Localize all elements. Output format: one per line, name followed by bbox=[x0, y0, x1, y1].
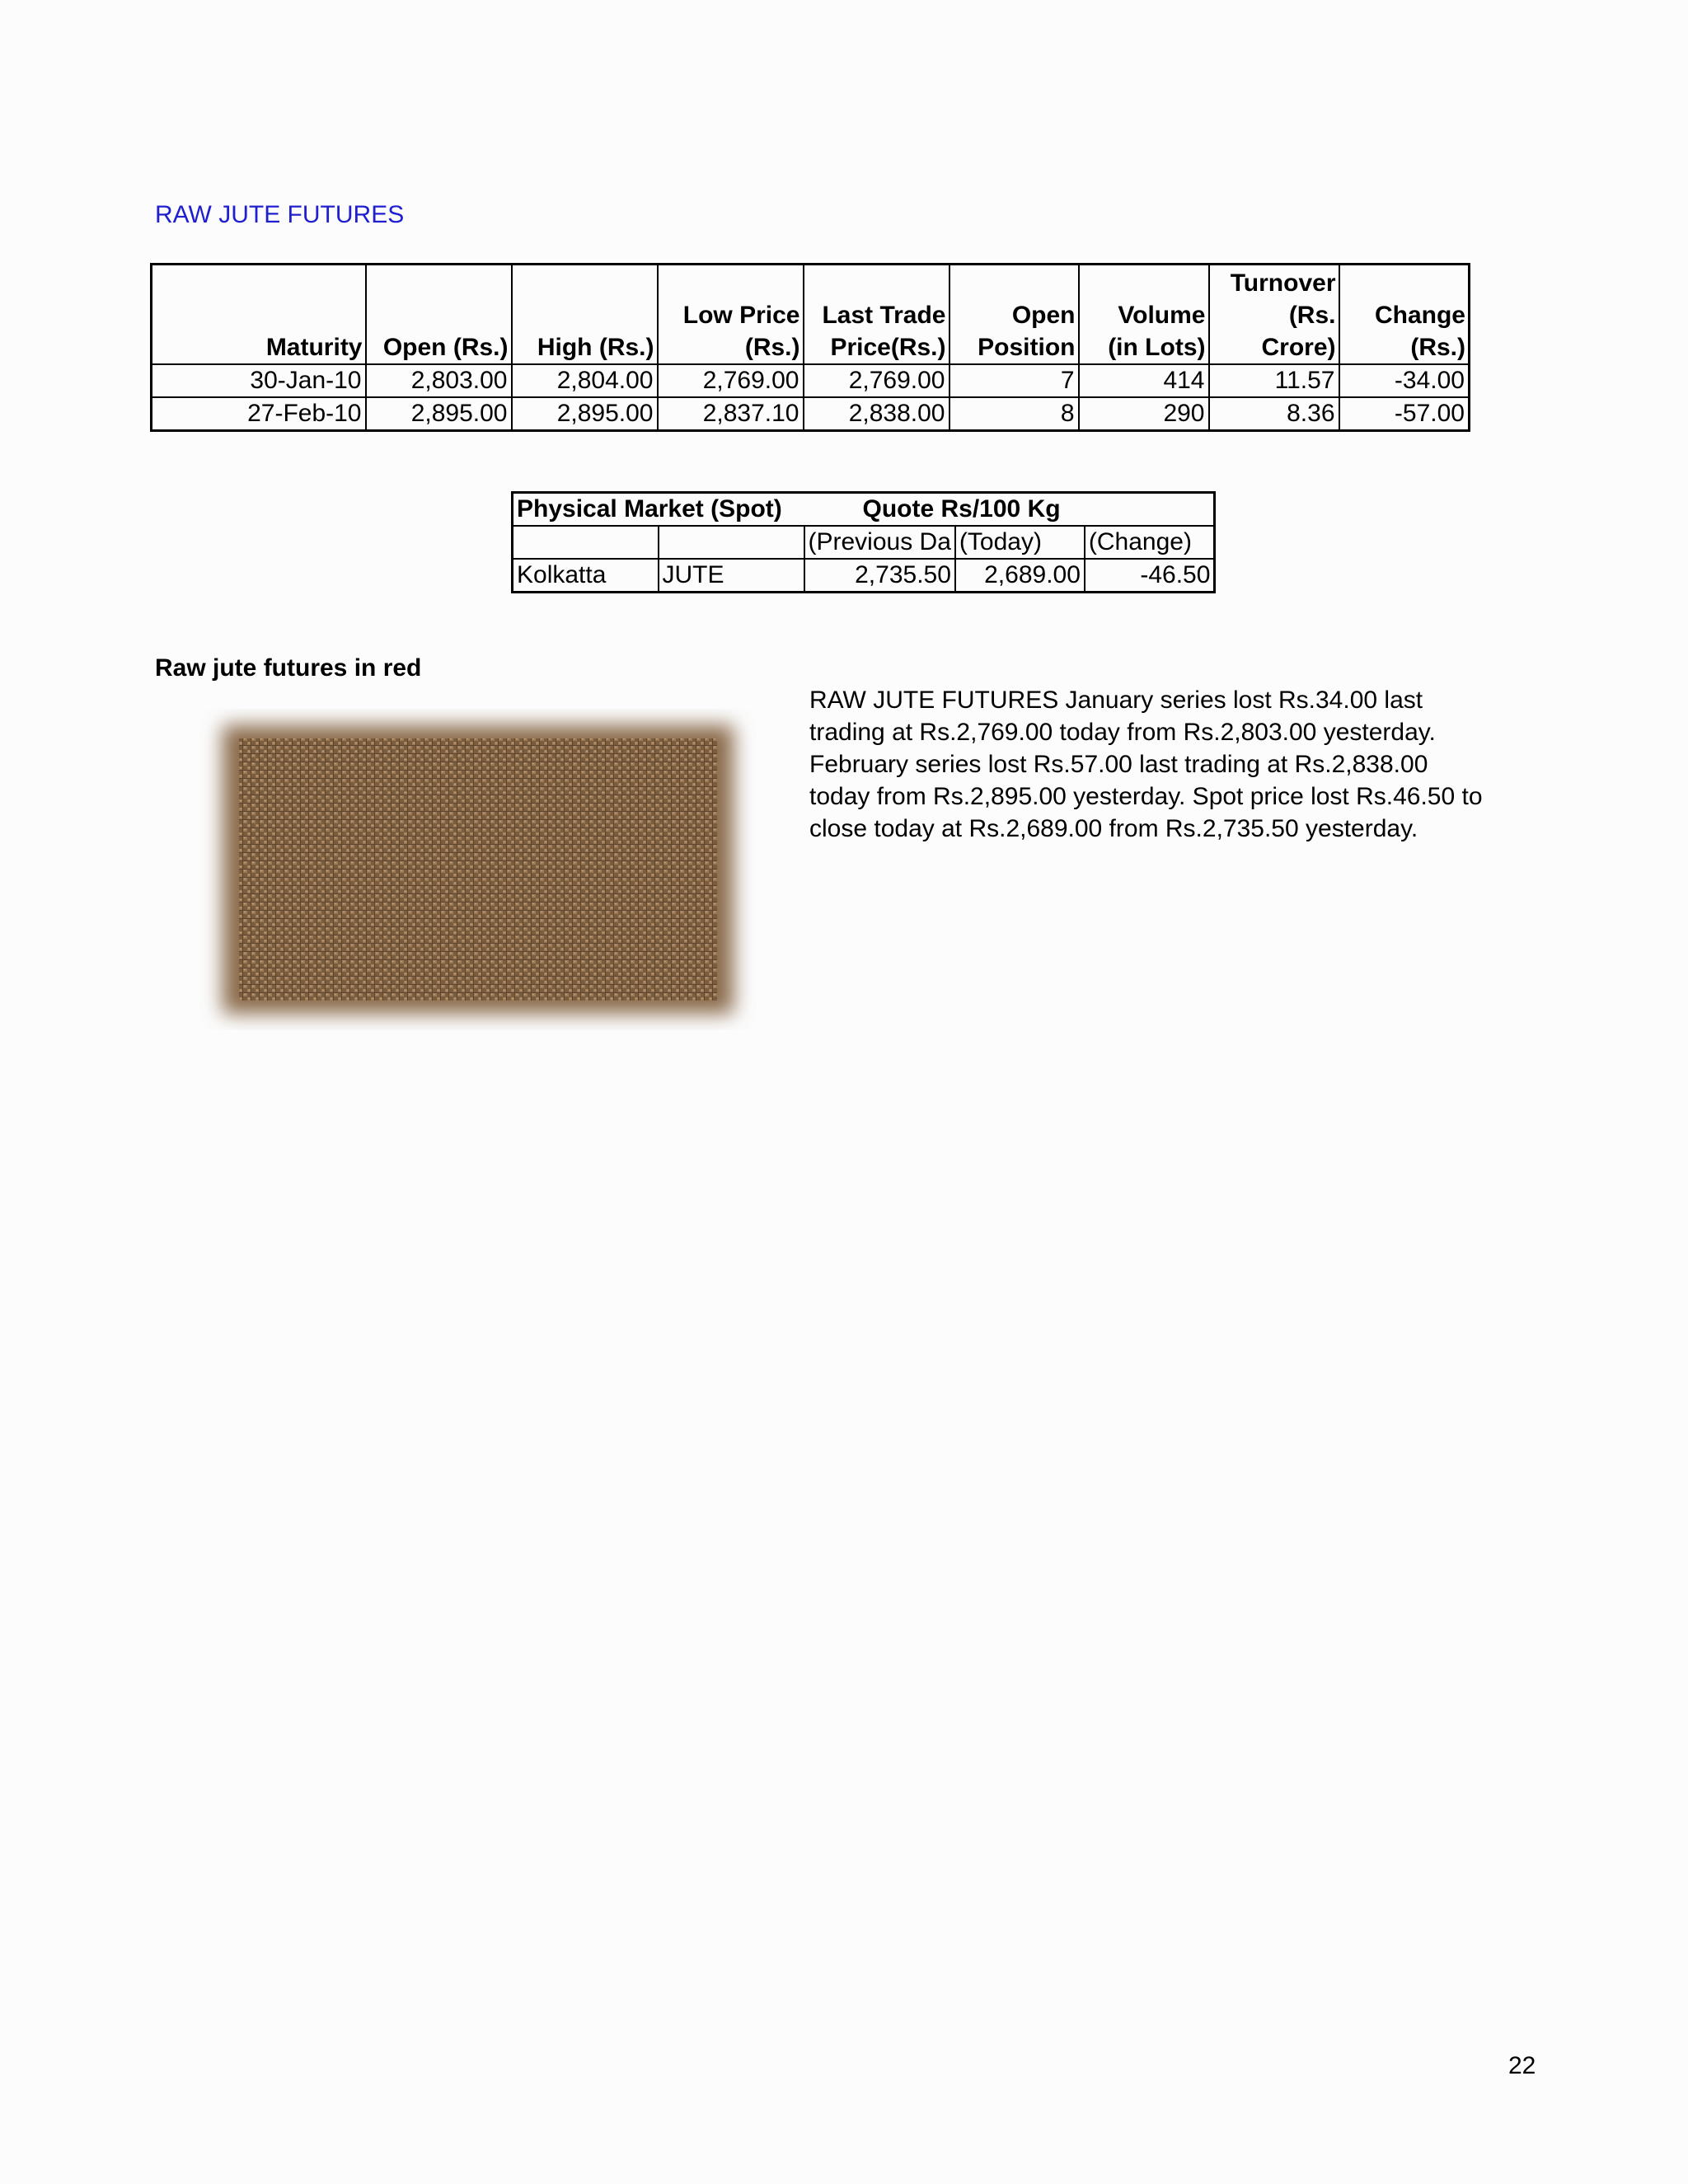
column-header-last-trade: Last Trade Price(Rs.) bbox=[804, 265, 950, 365]
cell-last-trade: 2,838.00 bbox=[804, 397, 950, 431]
column-header-high: High (Rs.) bbox=[512, 265, 658, 365]
column-header-turnover: Turnover (Rs. Crore) bbox=[1209, 265, 1339, 365]
cell-high: 2,895.00 bbox=[512, 397, 658, 431]
spot-cell-previous: 2,735.50 bbox=[804, 559, 955, 593]
section-subheading: Raw jute futures in red bbox=[155, 654, 422, 682]
table-row bbox=[152, 364, 1470, 397]
column-header-open-position: Open Position bbox=[950, 265, 1079, 365]
cell-low: 2,837.10 bbox=[658, 397, 804, 431]
spot-subheader-change: (Change) bbox=[1085, 526, 1215, 559]
spot-header-row bbox=[513, 493, 1215, 527]
cell-change: -57.00 bbox=[1339, 397, 1470, 431]
cell-maturity: 30-Jan-10 bbox=[152, 364, 366, 397]
cell-turnover: 8.36 bbox=[1209, 397, 1339, 431]
spot-subheader-today: (Today) bbox=[955, 526, 1085, 559]
page-number: 22 bbox=[1508, 2052, 1536, 2079]
spot-subheader-blank bbox=[513, 526, 659, 559]
spot-market-header: Physical Market (Spot) bbox=[513, 493, 804, 527]
cell-change: -34.00 bbox=[1339, 364, 1470, 397]
cell-volume: 414 bbox=[1079, 364, 1209, 397]
column-header-change: Change (Rs.) bbox=[1339, 265, 1470, 365]
cell-open: 2,895.00 bbox=[366, 397, 512, 431]
cell-maturity: 27-Feb-10 bbox=[152, 397, 366, 431]
spot-cell-location: Kolkatta bbox=[513, 559, 659, 593]
futures-header-row bbox=[152, 265, 1470, 365]
market-commentary: RAW JUTE FUTURES January series lost Rs.34.00 last trading at Rs.2,769.00 today from Rs.2,803.00 yesterday. February series lost Rs.57.00 last trading at Rs.2,838.00 today from Rs.2,895.00 yesterday. Spot price lost Rs.46.50 to close today at Rs.2,689.00 from Rs.2,735.50 yesterday. bbox=[809, 687, 1483, 842]
spot-cell-today: 2,689.00 bbox=[955, 559, 1085, 593]
table-row bbox=[152, 397, 1470, 431]
cell-turnover: 11.57 bbox=[1209, 364, 1339, 397]
column-header-maturity: Maturity bbox=[152, 265, 366, 365]
spot-quote-header: Quote Rs/100 Kg bbox=[804, 493, 1215, 527]
jute-fabric-image bbox=[190, 709, 767, 1030]
spot-cell-commodity: JUTE bbox=[659, 559, 804, 593]
spot-cell-change: -46.50 bbox=[1085, 559, 1215, 593]
cell-open: 2,803.00 bbox=[366, 364, 512, 397]
cell-volume: 290 bbox=[1079, 397, 1209, 431]
futures-table bbox=[150, 263, 1470, 432]
column-header-low: Low Price (Rs.) bbox=[658, 265, 804, 365]
page-title: RAW JUTE FUTURES bbox=[155, 201, 405, 228]
spot-subheader-blank bbox=[659, 526, 804, 559]
cell-open-position: 7 bbox=[950, 364, 1079, 397]
cell-low: 2,769.00 bbox=[658, 364, 804, 397]
spot-subheader-row bbox=[513, 526, 1215, 559]
column-header-volume: Volume (in Lots) bbox=[1079, 265, 1209, 365]
cell-last-trade: 2,769.00 bbox=[804, 364, 950, 397]
cell-high: 2,804.00 bbox=[512, 364, 658, 397]
spot-subheader-previous: (Previous Da bbox=[804, 526, 955, 559]
column-header-open: Open (Rs.) bbox=[366, 265, 512, 365]
cell-open-position: 8 bbox=[950, 397, 1079, 431]
spot-table bbox=[511, 491, 1216, 593]
table-row bbox=[513, 559, 1215, 593]
